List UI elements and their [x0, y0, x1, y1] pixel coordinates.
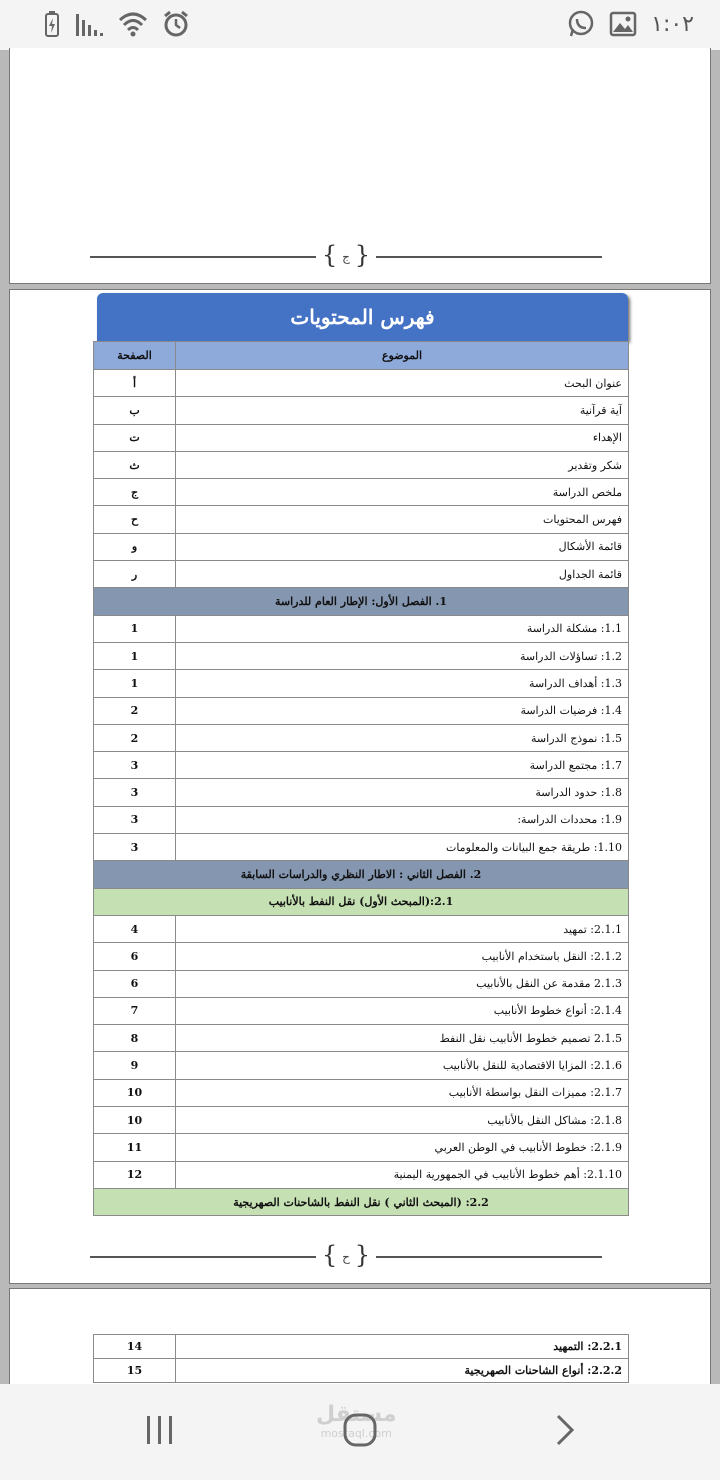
toc-row: [94, 533, 629, 560]
toc-chapter-row: [94, 861, 629, 888]
toc-page-number: 10: [94, 1079, 176, 1106]
whatsapp-icon: [567, 10, 595, 38]
toc-row: [94, 834, 629, 861]
toc-page-number: 3: [94, 752, 176, 779]
toc-page-number: 7: [94, 997, 176, 1024]
status-bar: [0, 0, 720, 50]
toc-row: [94, 397, 629, 424]
toc-row: [94, 1025, 629, 1052]
toc-page-number: 2: [94, 724, 176, 751]
toc-topic: 2.2.1: التمهيد: [176, 1335, 629, 1359]
toc-page-number: 6: [94, 970, 176, 997]
status-icons-left: [44, 10, 190, 38]
page-number: { ج }: [316, 242, 376, 272]
toc-topic: ملخص الدراسة: [176, 479, 629, 506]
toc-row: [94, 997, 629, 1024]
toc-page-number: 10: [94, 1107, 176, 1134]
watermark-domain: mostaql.com: [320, 1427, 392, 1440]
toc-row: [94, 779, 629, 806]
toc-row: [94, 1335, 629, 1359]
gallery-icon: [609, 10, 637, 38]
toc-row: [94, 479, 629, 506]
toc-topic: شكر وتقدير: [176, 451, 629, 478]
toc-table: [93, 341, 629, 1216]
wifi-icon: [118, 10, 148, 38]
section-title: 2.1:(المبحث الأول) نقل النفط بالأنابيب: [94, 888, 629, 915]
toc-title: فهرس المحتويات: [97, 293, 628, 341]
toc-topic: 2.1.3 مقدمة عن النقل بالأنابيب: [176, 970, 629, 997]
toc-topic: 1.10: طريقة جمع البيانات والمعلومات: [176, 834, 629, 861]
toc-page-number: أ: [94, 370, 176, 397]
home-button[interactable]: [342, 1412, 378, 1452]
toc-topic: قائمة الأشكال: [176, 533, 629, 560]
toc-row: [94, 424, 629, 451]
toc-page-number: 11: [94, 1134, 176, 1161]
toc-row: [94, 724, 629, 751]
toc-topic: الإهداء: [176, 424, 629, 451]
alarm-icon: [162, 10, 190, 38]
navigation-bar: [0, 1384, 720, 1480]
toc-page-number: 6: [94, 943, 176, 970]
toc-header-row: [94, 342, 629, 370]
toc-topic: عنوان البحث: [176, 370, 629, 397]
toc-topic: 1.4: فرضيات الدراسة: [176, 697, 629, 724]
toc-row: [94, 451, 629, 478]
toc-row: [94, 943, 629, 970]
topic-column-header: الموضوع: [176, 342, 629, 370]
toc-topic: 1.5: نموذج الدراسة: [176, 724, 629, 751]
toc-page-number: 1: [94, 670, 176, 697]
toc-page-number: ت: [94, 424, 176, 451]
toc-row: [94, 670, 629, 697]
toc-page-number: 15: [94, 1359, 176, 1383]
toc-section-row: [94, 1188, 629, 1215]
document-page-previous: [9, 48, 711, 284]
toc-page-number: و: [94, 533, 176, 560]
toc-row: [94, 752, 629, 779]
toc-row: [94, 697, 629, 724]
toc-row: [94, 561, 629, 588]
chapter-title: 1. الفصل الأول: الإطار العام للدراسة: [94, 588, 629, 615]
toc-page-number: 8: [94, 1025, 176, 1052]
toc-row: [94, 1079, 629, 1106]
toc-topic: فهرس المحتويات: [176, 506, 629, 533]
toc-row: [94, 370, 629, 397]
toc-topic: 2.1.1: تمهيد: [176, 915, 629, 942]
toc-row: [94, 915, 629, 942]
status-icons-right: [567, 10, 694, 38]
toc-page-number: ث: [94, 451, 176, 478]
toc-page-number: 3: [94, 834, 176, 861]
toc-topic: قائمة الجداول: [176, 561, 629, 588]
toc-topic: 1.1: مشكلة الدراسة: [176, 615, 629, 642]
toc-page-number: 14: [94, 1335, 176, 1359]
toc-topic: 2.1.4: أنواع خطوط الأنابيب: [176, 997, 629, 1024]
signal-icon: [74, 10, 104, 38]
toc-topic: 1.3: أهداف الدراسة: [176, 670, 629, 697]
toc-row: [94, 1359, 629, 1383]
toc-topic: 1.8: حدود الدراسة: [176, 779, 629, 806]
toc-page-number: 9: [94, 1052, 176, 1079]
page-column-header: الصفحة: [94, 342, 176, 370]
toc-topic: 2.1.5 تصميم خطوط الأنابيب نقل النفط: [176, 1025, 629, 1052]
toc-section-row: [94, 888, 629, 915]
toc-page-number: ج: [94, 479, 176, 506]
toc-row: [94, 506, 629, 533]
toc-page-number: 3: [94, 806, 176, 833]
toc-page-number: 1: [94, 615, 176, 642]
toc-topic: 2.1.8: مشاكل النقل بالأنابيب: [176, 1107, 629, 1134]
toc-topic: 2.2.2: أنواع الشاحنات الصهريجية: [176, 1359, 629, 1383]
toc-topic: 1.2: تساؤلات الدراسة: [176, 642, 629, 669]
toc-page-number: 3: [94, 779, 176, 806]
battery-icon: [44, 10, 60, 38]
toc-page-number: ح: [94, 506, 176, 533]
watermark-brand: مستقل: [316, 1402, 397, 1427]
toc-page-number: ب: [94, 397, 176, 424]
toc-page-number: 4: [94, 915, 176, 942]
toc-page-number: 2: [94, 697, 176, 724]
chapter-title: 2. الفصل الثاني : الاطار النظري والدراسات السابقة: [94, 861, 629, 888]
page-number: { ح }: [316, 1242, 376, 1272]
toc-row: [94, 1134, 629, 1161]
toc-row: [94, 970, 629, 997]
toc-topic: 2.1.7: مميزات النقل بواسطة الأنابيب: [176, 1079, 629, 1106]
toc-page-number: ر: [94, 561, 176, 588]
toc-row: [94, 806, 629, 833]
toc-topic: آية قرآنية: [176, 397, 629, 424]
section-title: 2.2: (المبحث الثاني ) نقل النفط بالشاحنات الصهريجية: [94, 1188, 629, 1215]
recent-apps-button[interactable]: [144, 1412, 176, 1452]
toc-topic: 1.9: محددات الدراسة:: [176, 806, 629, 833]
toc-topic: 2.1.9: خطوط الأنابيب في الوطن العربي: [176, 1134, 629, 1161]
toc-page-number: 1: [94, 642, 176, 669]
clock: ١:٠٢: [651, 11, 694, 37]
toc-chapter-row: [94, 588, 629, 615]
toc-row: [94, 615, 629, 642]
toc-row: [94, 1161, 629, 1188]
toc-row: [94, 1107, 629, 1134]
back-button[interactable]: [548, 1412, 580, 1452]
toc-page-number: 12: [94, 1161, 176, 1188]
toc-row: [94, 642, 629, 669]
toc-topic: 2.1.6: المزايا الاقتصادية للنقل بالأنابيب: [176, 1052, 629, 1079]
toc-table-continued: [93, 1334, 629, 1383]
toc-topic: 1.7: مجتمع الدراسة: [176, 752, 629, 779]
toc-row: [94, 1052, 629, 1079]
toc-topic: 2.1.10: أهم خطوط الأنابيب في الجمهورية اليمنية: [176, 1161, 629, 1188]
toc-topic: 2.1.2: النقل باستخدام الأنابيب: [176, 943, 629, 970]
document-page-toc: [9, 289, 711, 1284]
